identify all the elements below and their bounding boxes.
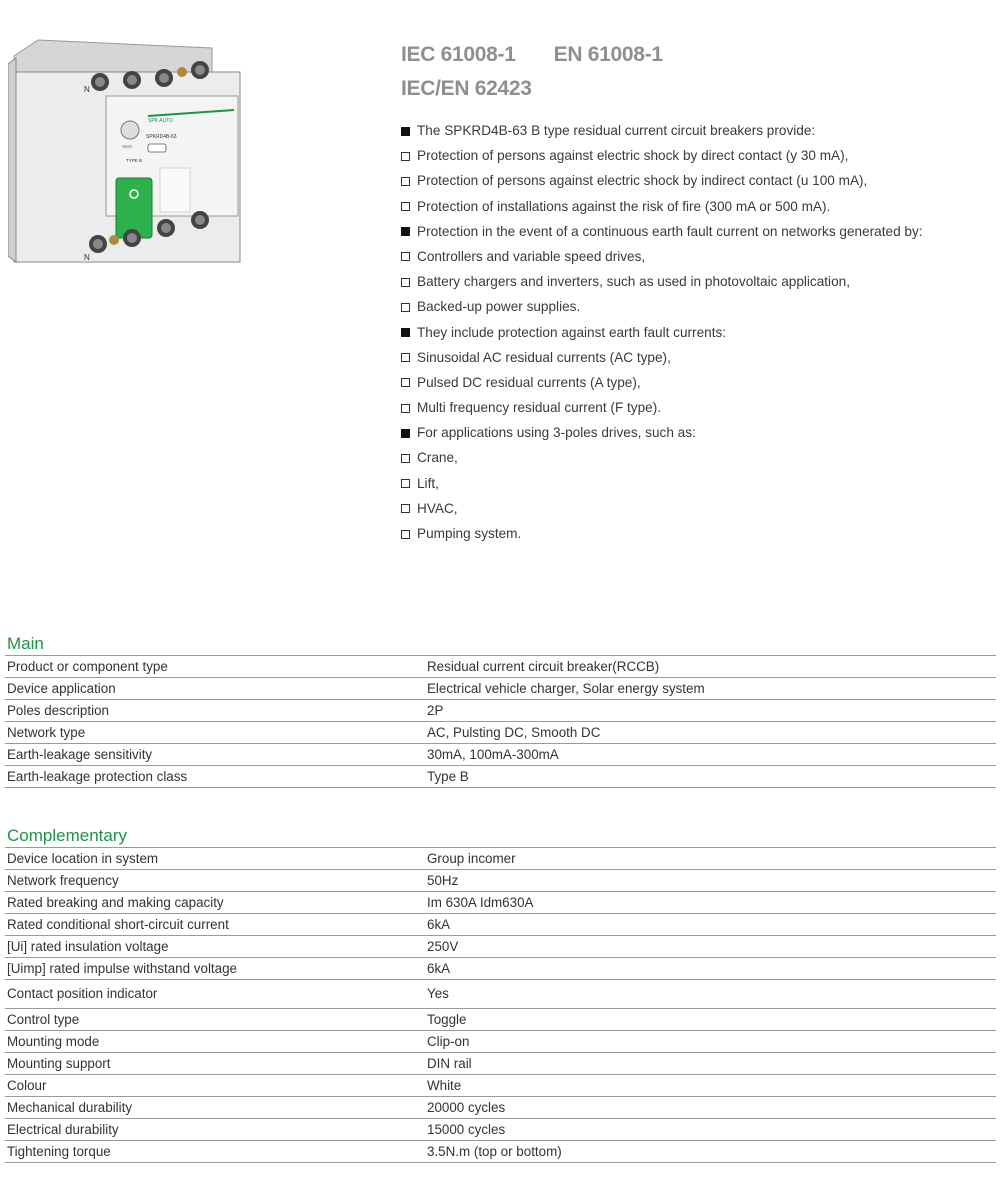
bullet-icon: [401, 303, 410, 312]
feature-text: The SPKRD4B-63 B type residual current circuit breakers provide:: [417, 123, 816, 138]
table-row: [5, 892, 996, 914]
spec-label: Rated breaking and making capacity: [7, 895, 224, 910]
spec-label: Tightening torque: [7, 1144, 111, 1159]
spec-value: 3.5N.m (top or bottom): [427, 1144, 562, 1159]
spec-value: Group incomer: [427, 851, 516, 866]
feature-text: They include protection against earth fault currents:: [417, 324, 727, 340]
spec-label: Earth-leakage protection class: [7, 769, 188, 784]
feature-item: [401, 269, 991, 294]
main-section-title: Main: [7, 634, 44, 653]
bullet-icon: [401, 227, 410, 236]
spec-value: DIN rail: [427, 1056, 472, 1071]
feature-item: [401, 420, 991, 445]
spec-value: 15000 cycles: [427, 1122, 506, 1137]
spec-value: 30mA, 100mA-300mA: [427, 747, 559, 762]
neutral-label-top: N: [84, 85, 90, 94]
bullet-icon: [401, 278, 410, 287]
spec-value: Residual current circuit breaker(RCCB): [427, 659, 660, 674]
feature-text: Battery chargers and inverters, such as used in photovoltaic application,: [417, 274, 850, 290]
feature-item: [401, 118, 991, 143]
table-row: [5, 744, 996, 766]
bullet-icon: [401, 202, 410, 211]
table-row: [5, 656, 996, 678]
feature-item: [401, 194, 991, 219]
brand-label: SPK AUTO: [148, 118, 173, 124]
feature-item: [401, 219, 991, 244]
table-row: [5, 848, 996, 870]
feature-text: Protection of installations against the risk of fire (300 mA or 500 mA).: [417, 198, 831, 214]
spec-value: Im 630A Idm630A: [427, 895, 534, 910]
spec-value: Toggle: [427, 1012, 467, 1027]
spec-label: Product or component type: [7, 659, 168, 674]
table-row: [5, 936, 996, 958]
table-row: [5, 700, 996, 722]
bullet-icon: [401, 404, 410, 413]
feature-list: [401, 118, 991, 546]
model-label: SPKRD4B-63: [146, 134, 177, 140]
feature-item: [401, 320, 991, 345]
standards-block: [401, 38, 663, 106]
bullet-icon: [401, 177, 410, 186]
feature-text: Sinusoidal AC residual currents (AC type),: [417, 349, 671, 365]
bullet-icon: [401, 530, 410, 539]
spec-value: Yes: [427, 986, 449, 1001]
table-row: [5, 980, 996, 1009]
spec-value: AC, Pulsting DC, Smooth DC: [427, 725, 601, 740]
table-row: [5, 1053, 996, 1075]
feature-text: Pumping system.: [417, 526, 522, 541]
spec-label: Device application: [7, 681, 116, 696]
spec-label: Earth-leakage sensitivity: [7, 747, 153, 762]
spec-label: Mounting support: [7, 1056, 111, 1071]
feature-item: [401, 521, 991, 546]
bullet-icon: [401, 152, 410, 161]
bullet-icon: [401, 328, 410, 337]
table-row: [5, 1009, 996, 1031]
feature-text: Lift,: [417, 475, 439, 491]
spec-label: Poles description: [7, 703, 109, 718]
spec-label: Contact position indicator: [7, 986, 158, 1001]
feature-item: [401, 168, 991, 193]
feature-text: Backed-up power supplies.: [417, 299, 581, 315]
feature-item: [401, 496, 991, 521]
toggle-handle[interactable]: [116, 178, 152, 238]
spec-label: Device location in system: [7, 851, 159, 866]
table-row: [5, 1031, 996, 1053]
standard-en-61008: EN 61008-1: [553, 43, 663, 66]
standard-iec-61008: IEC 61008-1: [401, 43, 516, 66]
spec-value: 20000 cycles: [427, 1100, 506, 1115]
bullet-icon: [401, 378, 410, 387]
bullet-icon: [401, 353, 410, 362]
main-spec-table: [5, 655, 996, 788]
feature-text: Multi frequency residual current (F type).: [417, 400, 662, 416]
spec-label: Control type: [7, 1012, 80, 1027]
table-row: [5, 1075, 996, 1097]
spec-value: White: [427, 1078, 462, 1093]
spec-value: 6kA: [427, 917, 451, 932]
bullet-icon: [401, 479, 410, 488]
standards-row-1: [401, 38, 663, 72]
feature-text: Pulsed DC residual currents (A type),: [417, 374, 641, 390]
spec-label: Electrical durability: [7, 1122, 119, 1137]
bullet-icon: [401, 504, 410, 513]
test-label: TEST: [122, 144, 133, 149]
table-row: [5, 1119, 996, 1141]
spec-label: Network frequency: [7, 873, 119, 888]
feature-item: [401, 244, 991, 269]
complementary-section-title: Complementary: [7, 826, 127, 845]
feature-text: Protection of persons against electric shock by indirect contact (u 100 mA),: [417, 173, 868, 189]
bullet-icon: [401, 252, 410, 261]
spec-value: 2P: [427, 703, 444, 718]
feature-item: [401, 345, 991, 370]
feature-text: Controllers and variable speed drives,: [417, 248, 646, 264]
standard-iec-en-62423: IEC/EN 62423: [401, 77, 532, 100]
table-row: [5, 766, 996, 788]
table-row: [5, 722, 996, 744]
table-row: [5, 958, 996, 980]
bullet-icon: [401, 454, 410, 463]
table-row: [5, 678, 996, 700]
spec-label: Mounting mode: [7, 1034, 100, 1049]
table-row: [5, 914, 996, 936]
spec-value: 250V: [427, 939, 459, 954]
feature-item: [401, 370, 991, 395]
feature-text: HVAC,: [417, 500, 458, 516]
spec-value: 50Hz: [427, 873, 459, 888]
spec-value: 6kA: [427, 961, 451, 976]
feature-text: Protection of persons against electric shock by direct contact (y 30 mA),: [417, 148, 849, 164]
complementary-section: [5, 825, 996, 1163]
spec-label: [Ui] rated insulation voltage: [7, 939, 169, 954]
feature-text: Protection in the event of a continuous earth fault current on networks generated by:: [417, 223, 923, 239]
spec-value: Electrical vehicle charger, Solar energy system: [427, 681, 705, 696]
table-row: [5, 1097, 996, 1119]
feature-item: [401, 445, 991, 470]
spec-label: [Uimp] rated impulse withstand voltage: [7, 961, 237, 976]
spec-label: Rated conditional short-circuit current: [7, 917, 229, 932]
spec-label: Mechanical durability: [7, 1100, 133, 1115]
type-label: TYPE B: [126, 158, 143, 163]
bullet-icon: [401, 127, 410, 136]
spec-label: Network type: [7, 725, 86, 740]
spec-label: Colour: [7, 1078, 47, 1093]
complementary-spec-table: [5, 847, 996, 1163]
feature-item: [401, 294, 991, 319]
spec-value: Clip-on: [427, 1034, 470, 1049]
feature-item: [401, 471, 991, 496]
feature-item: [401, 143, 991, 168]
spec-value: Type B: [427, 769, 469, 784]
main-section: [5, 633, 996, 788]
neutral-label-bottom: N: [84, 253, 90, 262]
bullet-icon: [401, 429, 410, 438]
test-button[interactable]: [121, 121, 139, 139]
table-row: [5, 870, 996, 892]
table-row: [5, 1141, 996, 1163]
feature-item: [401, 395, 991, 420]
rccb-product-image: [8, 34, 244, 270]
feature-text: For applications using 3-poles drives, such as:: [417, 425, 696, 441]
feature-text: Crane,: [417, 450, 458, 466]
